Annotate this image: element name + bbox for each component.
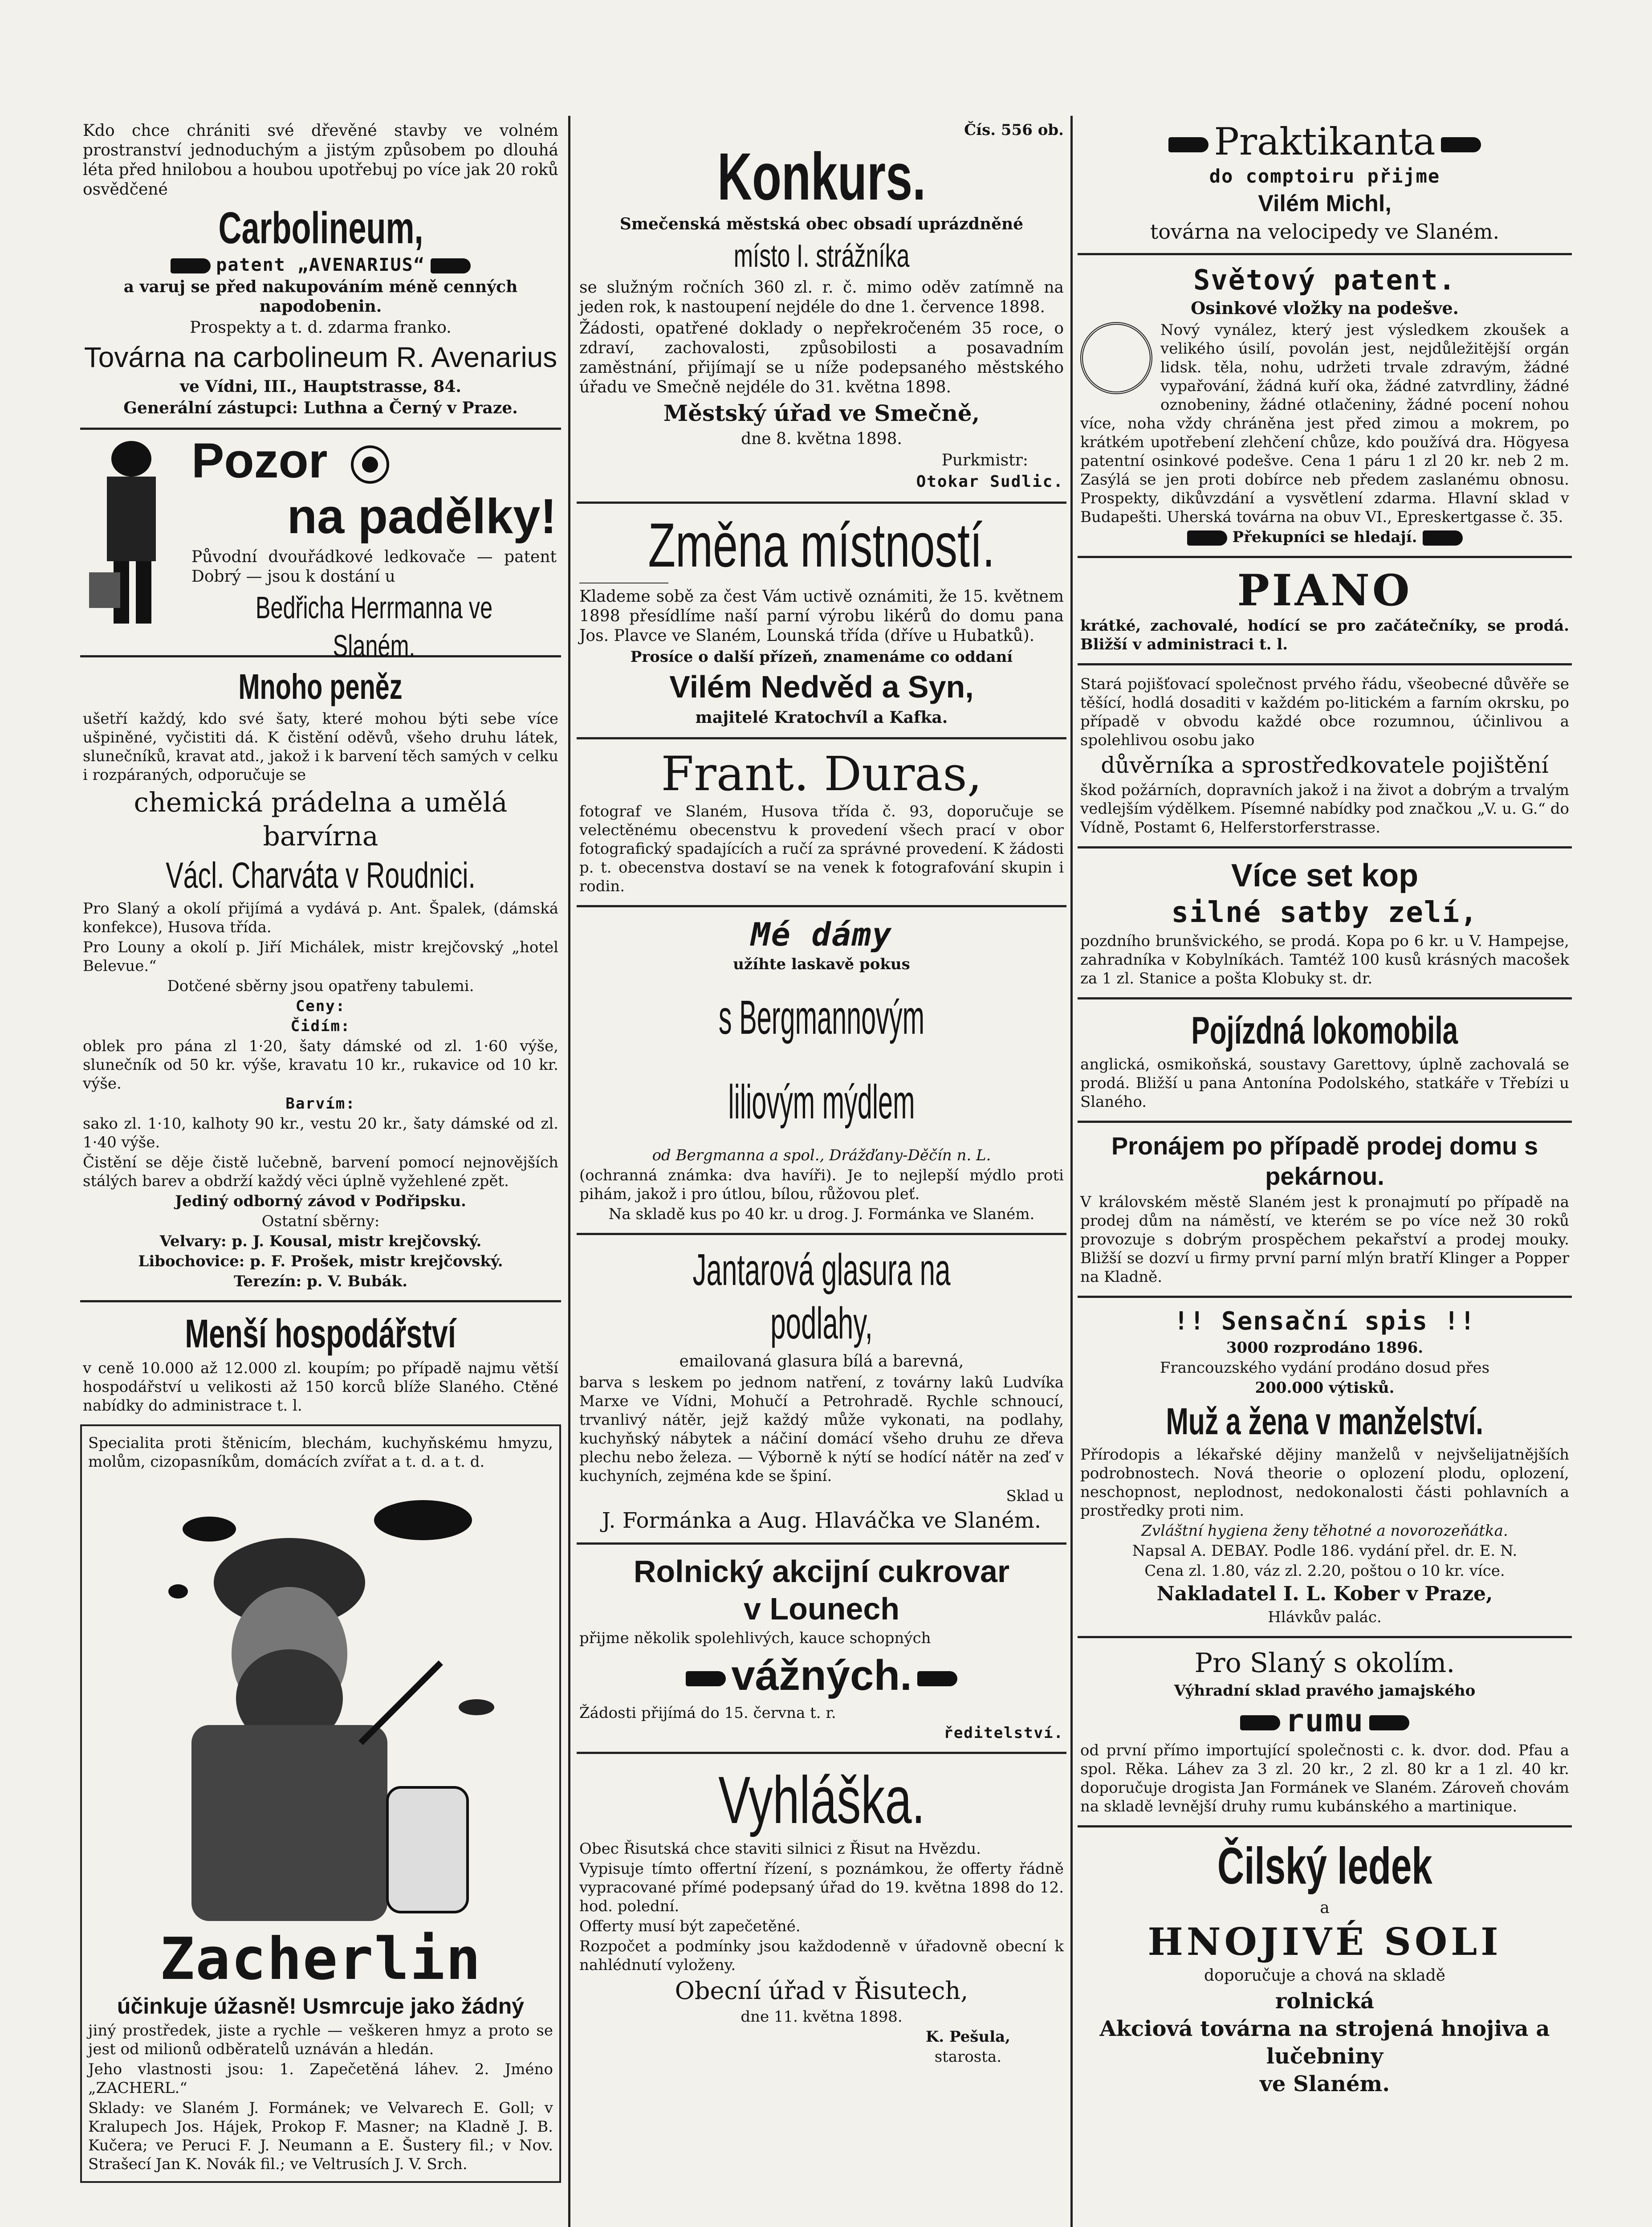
ad-text: Smečenská městská obec obsadí uprázdněné — [619, 215, 1024, 233]
divider — [80, 1300, 561, 1302]
ad-heading: Akciová továrna na strojená hnojiva a lučebniny — [1099, 2016, 1550, 2069]
pointing-hand-icon — [1187, 530, 1227, 546]
ad-text: Žádosti, opatřené doklady o nepřekročeném 35 roce, o zdraví, zachovalosti, způsobilosti a posavadním zaměstnání, přijímají se u níže podepsaného městského úřadu ve Smečně nejdéle do 31. května 1898. — [579, 319, 1064, 396]
ad-text: ušetří každý, kdo své šaty, které mohou býti sebe více ušpiněné, vyčistiti dá. K čistění oděvů, všeho druhu látek, slunečníků, kravat atd., jakož i k barvení těch samých v celku i rozpáraných, odporučuje se — [83, 710, 558, 784]
divider — [1078, 556, 1572, 558]
ad-penez — [80, 662, 561, 1296]
ad-title: Konkurs. — [717, 139, 926, 214]
divider — [577, 905, 1066, 907]
ad-title: PIANO — [1237, 565, 1412, 616]
ad-pojistovna — [1078, 670, 1572, 842]
column-right — [1078, 116, 1572, 2227]
ad-signature: Otokar Sudlic. — [916, 473, 1064, 491]
column-middle — [577, 116, 1066, 2227]
pointing-hand-icon — [171, 258, 211, 273]
ad-title: Pronájem po případě prodej domu s pekárnou. — [1111, 1132, 1538, 1190]
ad-text: Francouzského vydání prodáno dosud přes — [1160, 1359, 1490, 1377]
pointing-hand-icon — [1423, 530, 1463, 546]
ad-heading: důvěrníka a sprostředkovatele pojištění — [1101, 752, 1549, 778]
ad-title: Změna místností. — [648, 510, 995, 580]
ad-text: doporučuje a chová na skladě — [1204, 1966, 1445, 1985]
ad-text: od Bergmanna a spol., Drážďany-Děčín n. L. — [652, 1146, 991, 1164]
ad-text: Ostatní sběrny: — [261, 1212, 380, 1230]
ad-title: Čilský ledek — [1217, 1837, 1432, 1895]
ad-text: Cena zl. 1.80, váz zl. 2.20, poštou o 10 kr. více. — [1144, 1562, 1505, 1580]
column-rule — [568, 116, 570, 2227]
ad-heading: Václ. Charváta v Roudnici. — [166, 855, 476, 896]
ad-text: v ceně 10.000 až 12.000 zl. koupím; po případě najmu větší hospodářství u velikosti až 150 korců blíže Slaného. Ctěné nabídky do administrace t. l. — [83, 1359, 558, 1415]
divider — [1078, 1825, 1572, 1827]
ad-title: Praktikanta — [1214, 120, 1436, 163]
ad-text: Stará pojišťovací společnost prvého řádu, všeobecné důvěře se těšící, hodlá dosaditi v každém po-litickém a farním okrsku, po případě v obvodu každé obce rozumnou, účinlivou a spolehlivou osobu jako — [1080, 675, 1569, 749]
ad-vyhlaska — [577, 1758, 1066, 2071]
ad-text: škod požárních, dopravních jakož i na život a dobrým a trvalým vedlejším výdělkem. Písemné nabídky pod značkou „V. u. G.“ do Vídně, Postamt 6, Helferstorferstrasse. — [1080, 781, 1569, 836]
ad-text: Původní dvouřádkové ledkovače — patent Dobrý — jsou k dostání u — [191, 548, 557, 586]
divider — [1078, 1636, 1572, 1638]
ad-heading: rolnická — [1275, 1989, 1375, 2014]
ad-title: !! Sensační spis !! — [1173, 1307, 1476, 1336]
ad-text: fotograf ve Slaném, Husova třída č. 93, doporučuje se velectěnému obecenstvu k provedení všech prací v obor fotografický spadajících a ručí za správné provedení. K žádosti p. t. obecenstva dostaví se na venek k fotografování skupin i rodin. — [579, 803, 1064, 895]
ad-label: Čidím: — [290, 1017, 351, 1035]
ad-carbolineum — [80, 116, 561, 423]
divider — [1078, 663, 1572, 665]
ad-text: a — [1320, 1899, 1330, 1917]
ad-text: majitelé Kratochvíl a Kafka. — [695, 708, 948, 727]
ad-heading: Obecní úřad v Řisutech, — [675, 1977, 968, 2005]
ad-text: Pro Slaný a okolí přijímá a vydává p. Ant. Špalek, (dámská konfekce), Husova třída. — [83, 900, 558, 936]
pointing-hand-icon — [686, 1671, 726, 1686]
ad-text: továrna na velocipedy ve Slaném. — [1150, 220, 1500, 244]
pointing-hand-icon — [431, 258, 471, 273]
ad-cukrovar — [577, 1549, 1066, 1747]
ad-text: 3000 rozprodáno 1896. — [1226, 1339, 1424, 1357]
ad-praktikant — [1078, 116, 1572, 249]
ad-heading: Vilém Michl, — [1258, 191, 1392, 216]
ad-text: emailovaná glasura bílá a barevná, — [679, 1352, 964, 1370]
ad-text: užíhte laskavě pokus — [733, 955, 910, 973]
ad-subtitle: silné satby zelí, — [1171, 896, 1478, 929]
ad-text: se služným ročních 360 zl. r. č. mimo oděv zatímně na jeden rok, k nastoupení nejdéle do dne 1. července 1898. — [579, 278, 1064, 316]
ad-text: oblek pro pána zl 1·20, šaty dámské od zl. 1·60 výše, slunečník od 50 kr. výše, kravatu 10 kr., rukavice od 10 kr. výše. — [83, 1037, 558, 1093]
ad-title: Zacherlin — [159, 1925, 482, 1993]
divider — [577, 737, 1066, 739]
ad-text: Jeho vlastnosti jsou: 1. Zapečetěná láhev. 2. Jméno „ZACHERL.“ — [88, 2060, 553, 2097]
ad-heading: Bedřicha Herrmanna ve Slaném. — [255, 590, 493, 663]
ad-text: a varuj se před nakupováním méně cenných napodobenin. — [123, 277, 518, 316]
man-illustration-icon — [80, 439, 183, 635]
ad-title: Více set kop — [1231, 858, 1419, 893]
pointing-hand-icon — [1240, 1715, 1280, 1730]
ad-text: Dotčené sběrny jsou opatřeny tabulemi. — [167, 977, 474, 995]
ad-title: Pro Slaný s okolím. — [1194, 1648, 1455, 1679]
ad-text: 200.000 výtisků. — [1255, 1379, 1395, 1397]
ad-heading: J. Formánka a Aug. Hlaváčka ve Slaném. — [602, 1508, 1042, 1533]
ad-title: Světový patent. — [1193, 264, 1456, 296]
ad-label: Ceny: — [295, 997, 346, 1015]
ad-text: Žádosti přijímá do 15. června t. r. — [579, 1704, 836, 1722]
ad-title: v Lounech — [743, 1591, 900, 1626]
ad-text: Hlávkův palác. — [1268, 1608, 1382, 1626]
ad-subtitle: patent „AVENARIUS“ — [216, 255, 425, 275]
divider — [1078, 846, 1572, 848]
ad-subtitle: do comptoiru přijme — [1209, 165, 1440, 187]
ad-text: V královském městě Slaném jest k pronajmutí po případě na prodej dům na náměstí, ve kterém se po více než 30 roků provozuje s dobrým prospěchem pekařství a prodej mouky. Bližší se dozví u firmy první parní mlýn bratří Klinger a Popper na Kladně. — [1080, 1193, 1569, 1286]
pointing-hand-icon — [1168, 137, 1208, 152]
ad-signature: K. Pešula, — [925, 2028, 1010, 2046]
ad-text: Klademe sobě za čest Vám uctivě oznámiti, že 15. květnem 1898 přesídlíme naší parní výrobu likérů do domu pana Jos. Plavce ve Slaném, Lounská třída (dříve u Hubatků). — [579, 587, 1064, 645]
ad-text: přijme několik spolehlivých, kauce schopných — [579, 1629, 931, 1647]
ad-label: Barvím: — [285, 1095, 356, 1113]
ad-piano — [1078, 563, 1572, 659]
pointing-hand-icon — [1441, 137, 1481, 152]
ad-heading: Městský úřad ve Smečně, — [663, 400, 980, 426]
column-left — [80, 116, 561, 2227]
ad-heading: Nakladatel I. L. Kober v Praze, — [1156, 1583, 1493, 1605]
ad-text: Velvary: p. J. Kousal, mistr krejčovský. — [159, 1232, 482, 1250]
ad-text: Purkmistr: — [941, 451, 1028, 469]
ad-text: Offerty musí být zapečetěné. — [579, 1917, 801, 1935]
ad-text: Prosíce o další přízeň, znamenáme co oddaní — [630, 648, 1013, 666]
ad-heading: ve Slaném. — [1259, 2072, 1390, 2096]
ad-title: Pojízdná lokomobila — [1191, 1009, 1458, 1052]
ad-heading: Vilém Nedvěd a Syn, — [669, 669, 974, 704]
ad-hospodarstvi — [80, 1307, 561, 1420]
ad-heading: Muž a žena v manželství. — [1166, 1400, 1484, 1442]
ad-patent — [1078, 260, 1572, 551]
ad-ledek — [1078, 1832, 1572, 2101]
ad-heading: s Bergmannovým liliovým mýdlem — [718, 990, 925, 1129]
issue-reference: Čís. 556 ob. — [964, 121, 1064, 139]
divider — [1078, 1296, 1572, 1298]
ad-rum — [1078, 1643, 1572, 1821]
ad-heading: rumu — [1285, 1702, 1364, 1739]
ad-damy — [577, 912, 1066, 1228]
ad-pozor — [80, 433, 561, 663]
ad-title: na padělky! — [287, 489, 557, 544]
ad-zmena — [577, 508, 1066, 733]
divider — [577, 1752, 1066, 1754]
ad-heading: Továrna na carbolineum R. Avenarius — [84, 341, 557, 373]
ad-text: barva s leskem po jednom natření, z továrny lakû Ludvíka Marxe ve Vídni, Mohučí a Petrohradě. Rychle schnoucí, trvanlivý nátěr, jejž každý může vykonati, na podlahy, kuchyňský nábytek a náčiní domácí všeho druhu ze dřeva plechu nebo železa. — Výborně k nýtí se hodící nátěr na zeď v kuchyních, zejména kde se špiní. — [579, 1374, 1064, 1485]
divider — [577, 1233, 1066, 1235]
ad-text: Vypisuje tímto offertní řízení, s poznámkou, že offerty řádně vypracované přímé podepsaný úřad do 19. května 1898 do 12. hod. polední. — [579, 1860, 1064, 1915]
ad-heading: chemická prádelna a umělá barvírna — [134, 787, 508, 852]
ad-subtitle: Výhradní sklad pravého jamajského — [1174, 1682, 1476, 1700]
ad-lokomobila — [1078, 1004, 1572, 1116]
ad-title: Menší hospodářství — [185, 1312, 456, 1356]
ad-text: dne 11. května 1898. — [741, 2008, 903, 2026]
divider — [577, 1542, 1066, 1545]
ad-spis — [1078, 1302, 1572, 1632]
ad-title: Mnoho peněz — [239, 667, 403, 706]
ad-text: Generální zástupci: Luthna a Černý v Praze. — [123, 399, 518, 417]
ad-text: Na skladě kus po 40 kr. u drog. J. Formánka ve Slaném. — [608, 1205, 1035, 1223]
ad-konkurs — [577, 116, 1066, 497]
divider — [1078, 997, 1572, 999]
ad-text: Přírodopis a lékařské dějiny manželů v nejvšelijatnějších podrobnostech. Nová theorie o oplození plodu, oplození, neschopnost, neplodnost, nedokonalosti části pohlavních a prostředky proti nim. — [1080, 1446, 1569, 1520]
ad-text: (ochranná známka: dva havíři). Je to nejlepší mýdlo proti pihám, jakož i pro útlou, bílou, růžovou pleť. — [579, 1167, 1064, 1203]
ad-text: Libochovice: p. F. Prošek, mistr krejčovský. — [138, 1252, 503, 1270]
ad-text: Terezín: p. V. Bubák. — [233, 1273, 408, 1290]
ad-text: pozdního brunšvického, se prodá. Kopa po 6 kr. u V. Hampejse, zahradníka v Kobylníkách. Tamtéž 100 kusů krásných macošek za 1 zl. Stanice a pošta Klobuky st. dr. — [1080, 932, 1569, 987]
pointing-hand-icon — [917, 1671, 957, 1686]
ad-text: Zvláštní hygiena ženy těhotné a novorozeňátka. — [1141, 1522, 1508, 1540]
ad-heading: vážných. — [731, 1652, 912, 1699]
ad-text: sako zl. 1·10, kalhoty 90 kr., vestu 20 kr., šaty dámské od zl. 1·40 výše. — [83, 1115, 558, 1151]
ad-glasura — [577, 1240, 1066, 1538]
ad-text: Specialita proti štěnicím, blechám, kuchyňskému hmyzu, molům, cizopasníkům, domácích zvířat a t. d. a t. d. — [88, 1434, 553, 1471]
ad-text: Pro Louny a okolí p. Jiří Michálek, mistr krejčovský „hotel Belevue.“ — [83, 938, 558, 975]
ad-title: HNOJIVÉ SOLI — [1147, 1920, 1502, 1964]
ad-text: jiný prostředek, jiste a rychle — veškeren hmyz a proto se jest od milionů odběratelů uznáván a hledán. — [88, 2022, 553, 2058]
zacherlin-man-illustration-icon — [120, 1476, 521, 1921]
ad-text: anglická, osmikoňská, soustavy Garettovy, úplně zachovalá se prodá. Bližší u pana Antonína Podolského, statkáře v Třebízi u Slaného. — [1080, 1056, 1569, 1111]
ad-signature: ředitelství. — [944, 1724, 1064, 1742]
ad-kop — [1078, 853, 1572, 993]
ad-text: Napsal A. DEBAY. Podle 186. vydání přel. dr. E. N. — [1132, 1542, 1518, 1560]
divider — [1078, 1121, 1572, 1123]
seal-icon — [350, 445, 390, 485]
ad-text: Překupníci se hledají. — [1232, 528, 1417, 546]
column-rule — [1070, 116, 1073, 2227]
ad-text: Čistění se děje čistě lučebně, barvení pomocí nejnovějších stálých barev a obdrží každý věci úplně vyžehlené zpět. — [83, 1154, 558, 1190]
ad-title: Mé dámy — [751, 916, 892, 953]
ad-text: Prospekty a t. d. zdarma franko. — [190, 318, 452, 337]
ad-heading: účinkuje úžasně! Usmrcuje jako žádný — [117, 1994, 525, 2019]
ad-text: Rozpočet a podmínky jsou každodenně v úřadovně obecní k nahlédnutí vyloženy. — [579, 1937, 1064, 1974]
ad-heading: místo I. strážníka — [733, 238, 910, 274]
ad-title: Rolnický akcijní cukrovar — [633, 1554, 1010, 1589]
ad-text: krátké, zachovalé, hodící se pro začátečníky, se prodá. Bližší v administraci t. l. — [1080, 617, 1569, 653]
ad-title: Pozor — [191, 433, 328, 488]
ad-title: Carbolineum, — [218, 203, 423, 253]
ad-duras — [577, 744, 1066, 901]
ad-pronajem — [1078, 1127, 1572, 1291]
ad-title: Frant. Duras, — [661, 746, 982, 801]
ad-zacherlin — [80, 1424, 561, 2183]
ad-text: starosta. — [934, 2048, 1001, 2066]
ad-text: od první přímo importující společnosti c. k. dvor. dod. Pfau a spol. Rěka. Láhev za 3 zl. 20 kr., 2 zl. 80 kr a 1 zl. 40 kr. doporučuje drogista Jan Formánek ve Slaném. Zároveň chovám na skladě levnější druhy rumu kubánského a martinique. — [1080, 1742, 1569, 1815]
ad-text: ve Vídni, III., Hauptstrasse, 84. — [180, 377, 461, 396]
divider — [1078, 253, 1572, 255]
ad-title: Jantarová glasura na podlahy, — [692, 1245, 951, 1348]
ad-text: Jediný odborný závod v Podřipsku. — [175, 1192, 466, 1210]
ad-text: Kdo chce chrániti své dřevěné stavby ve volném prostranství jednoduchým a jistým způsobem po dlouhá léta před hnilobou a houbou upotřebuj po více jak 20 roků osvědčené — [83, 122, 558, 199]
divider — [577, 502, 1066, 504]
pointing-hand-icon — [1369, 1715, 1409, 1730]
ad-text: Nový vynález, který jest výsledkem zkoušek a velikého úsilí, povolán jest, nejdůležitější orgán lidsk. těla, nohu, udržeti trvale zdravým, žádné vypařování, žádná kuří oka, žádné zatvrdliny, žádné oznobeniny, žádné otlačeniny, žádné pocení nohou více, noha vždy chráněna jest před zimou a mokrem, po krátkém upotřebení zlehčení chůze, kdo používá dra. Högyesa patentní osinkové podešve. Cena 1 páru 1 zl 20 kr. neb 2 m. Zasýlá se jen proti dobírce neb předem zaslanému obnosu. Prospekty, dikůvzdání a vysvětlení zdarma. Hlavní sklad v Budapešti. Uherská továrna na obuv VI., Epreskertgasse č. 35. — [1080, 321, 1569, 526]
ad-subtitle: Osinkové vložky na podešve. — [1191, 298, 1459, 318]
ad-text: Obec Řisutská chce staviti silnici z Řisut na Hvězdu. — [579, 1840, 981, 1858]
divider — [80, 428, 561, 430]
ad-text: Sklad u — [1006, 1487, 1064, 1505]
trademark-seal-icon — [1080, 322, 1152, 394]
ad-text: Sklady: ve Slaném J. Formánek; ve Velvarech E. Goll; v Kralupech Jos. Hájek, Prokop F. Masner; na Kladně J. B. Kučera; ve Peruci F. J. Neumann a E. Šustery fil.; v Nov. Strašecí Jan K. Novák fil.; ve Veltrusích J. V. Srch. — [88, 2099, 553, 2173]
ad-title: Vyhláška. — [718, 1762, 925, 1837]
ad-text: dne 8. května 1898. — [741, 430, 902, 448]
